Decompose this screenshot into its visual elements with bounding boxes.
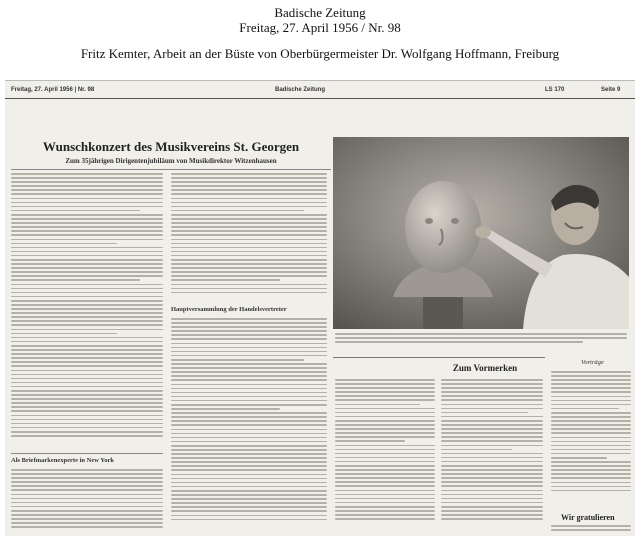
gratulieren-headline: Wir gratulieren xyxy=(561,513,615,522)
article-column-3 xyxy=(171,318,327,534)
photo-caption-lines xyxy=(335,333,627,353)
gratulieren-article xyxy=(551,525,631,535)
vortraege-column xyxy=(551,371,631,511)
photo-illustration xyxy=(333,137,629,329)
vormerken-headline: Zum Vormerken xyxy=(452,363,518,373)
newspaper-masthead xyxy=(5,87,635,97)
masthead-title: Badische Zeitung xyxy=(275,87,326,93)
vormerken-rule xyxy=(333,357,545,359)
section-rule xyxy=(11,453,163,454)
masthead-date: Freitag, 27. April 1956 | Nr. 98 xyxy=(11,87,95,93)
vortraege-label: Vorträge xyxy=(581,359,604,366)
masthead-rule xyxy=(5,98,635,99)
main-subhead: Zum 35jährigen Dirigentenjubiläum von Musikdirektor Witzenhausen xyxy=(65,157,277,165)
sculptor-photo xyxy=(333,137,629,329)
handelsvertreter-headline: Hauptversammlung der Handelsvertreter xyxy=(171,306,287,313)
headline-rule xyxy=(11,169,331,170)
archive-source-date: Freitag, 27. April 1956 / Nr. 98 xyxy=(239,20,401,35)
briefmarken-article xyxy=(11,469,163,534)
archive-caption: Fritz Kemter, Arbeit an der Büste von Oberbürgermeister Dr. Wolfgang Hoffmann, Freiburg xyxy=(80,46,560,61)
article-column-2 xyxy=(171,173,327,303)
main-headline: Wunschkonzert des Musikvereins St. Georgen xyxy=(42,139,300,154)
archive-source-title: Badische Zeitung xyxy=(274,5,366,20)
masthead-page: Seite 9 xyxy=(601,87,621,93)
masthead-code: LS 170 xyxy=(545,87,565,93)
briefmarken-headline: Als Briefmarkenexperte in New York xyxy=(11,457,115,464)
article-column-1 xyxy=(11,173,163,448)
vormerken-column-2 xyxy=(441,379,543,534)
newspaper-clipping xyxy=(5,80,635,536)
vormerken-column-1 xyxy=(335,379,435,534)
